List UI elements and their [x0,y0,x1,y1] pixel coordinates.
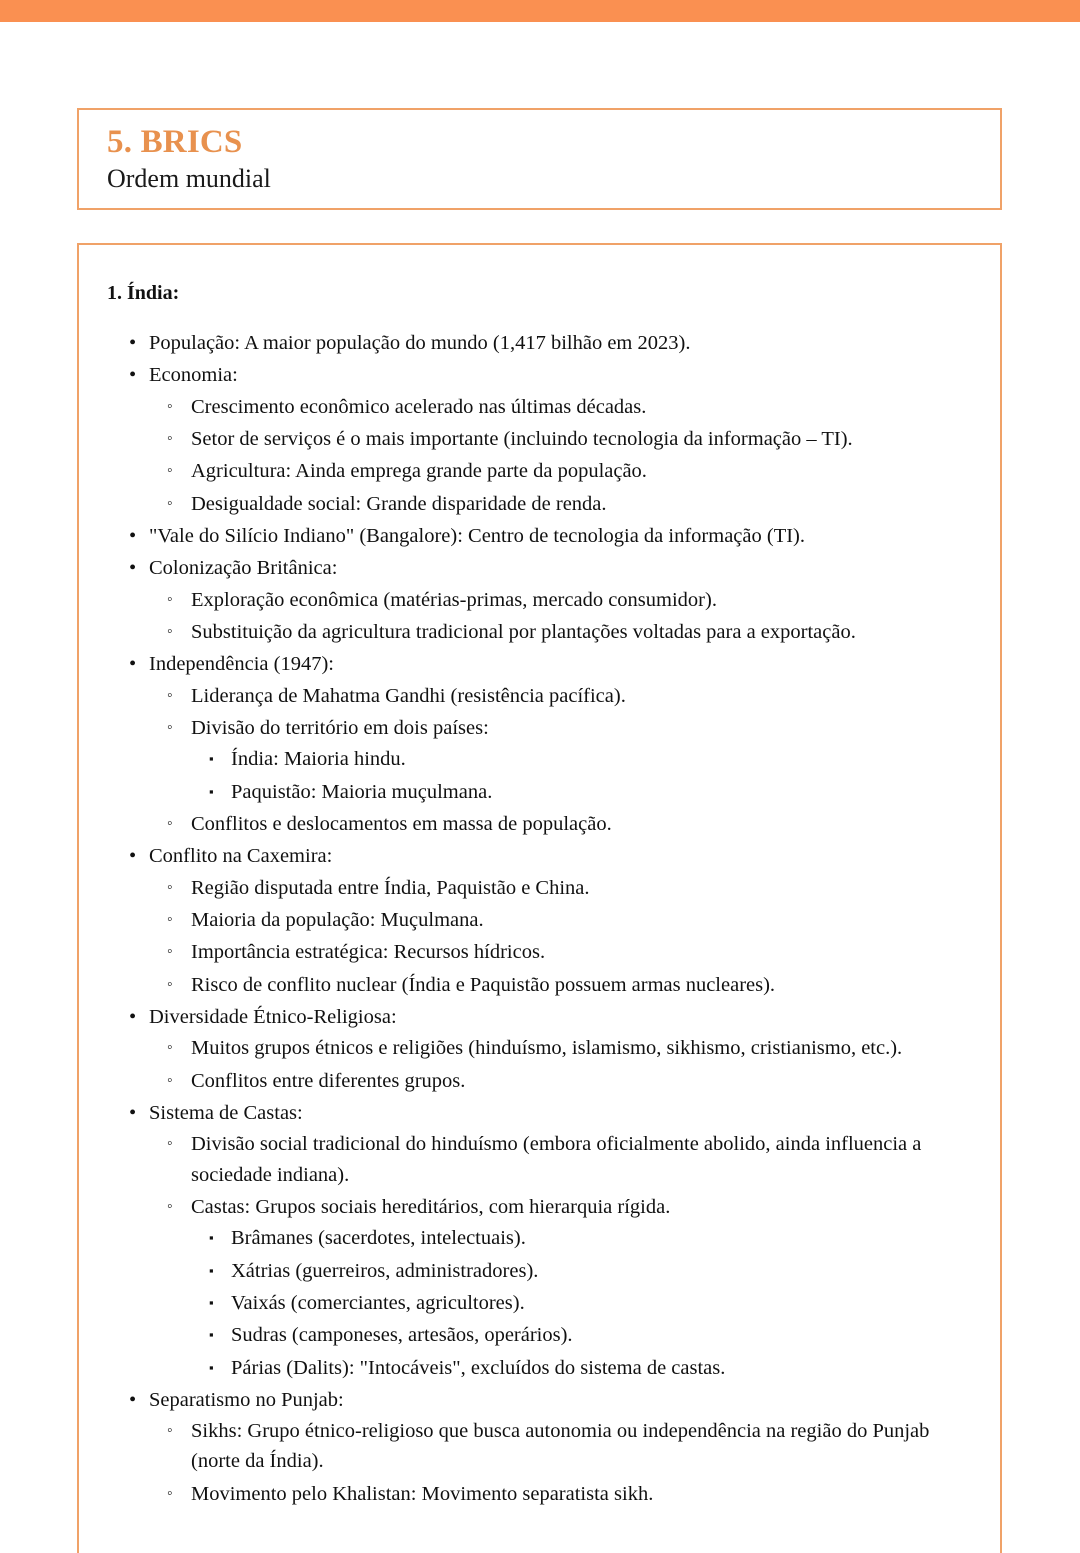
bullet-marker-level-2-icon: ◦ [167,975,173,993]
bullet-marker-level-3-icon: ▪ [209,1327,214,1343]
bullet-marker-level-1-icon: • [129,845,137,868]
outline-item [149,970,976,1000]
outline-item-text: Risco de conflito nuclear (Índia e Paquistão possuem armas nucleares). [191,973,776,996]
outline-item-text: Diversidade Étnico-Religiosa: [149,1005,397,1028]
outline-item-text: Substituição da agricultura tradicional por plantações voltadas para a exportação. [191,620,856,643]
outline-sublist-level-2 [149,1129,976,1383]
outline-item [149,489,976,519]
outline-item [149,1066,976,1096]
outline-item [191,777,976,807]
outline-item-text: Brâmanes (sacerdotes, intelectuais). [231,1227,526,1250]
bullet-marker-level-1-icon: • [129,653,137,676]
outline-item-text: Conflitos e deslocamentos em massa de população. [191,812,612,835]
outline-item [191,1320,976,1350]
outline-item-text: Colonização Britânica: [149,557,338,580]
outline-item [107,553,976,647]
outline-item-text: Muitos grupos étnicos e religiões (hinduísmo, islamismo, sikhismo, cristianismo, etc.). [191,1037,903,1060]
outline-item-text: Maioria da população: Muçulmana. [191,908,484,931]
bullet-marker-level-2-icon: ◦ [167,943,173,961]
outline-item [149,617,976,647]
outline-item [149,424,976,454]
outline-item-text: Região disputada entre Índia, Paquistão e China. [191,876,590,899]
outline-item-text: Crescimento econômico acelerado nas últimas décadas. [191,395,647,418]
outline-list [107,328,976,1509]
outline-item-text: Índia: Maioria hindu. [231,748,406,771]
bullet-marker-level-2-icon: ◦ [167,814,173,832]
outline-item-text: "Vale do Silício Indiano" (Bangalore): Centro de tecnologia da informação (TI). [149,524,805,547]
outline-item-text: Economia: [149,364,238,387]
bullet-marker-level-2-icon: ◦ [167,718,173,736]
outline-item [107,841,976,1000]
document-header-box [77,108,1002,210]
outline-item [149,1416,976,1477]
outline-item-text: Exploração econômica (matérias-primas, mercado consumidor). [191,588,717,611]
outline-item [149,905,976,935]
outline-item [191,1288,976,1318]
outline-item-text: Conflito na Caxemira: [149,845,333,868]
outline-item [149,873,976,903]
page-title: 5. BRICS [107,124,243,160]
outline-item [191,1223,976,1253]
outline-sublist-level-2 [149,392,976,519]
outline-item [107,360,976,519]
outline-item [149,1479,976,1509]
outline-item-text: Sikhs: Grupo étnico-religioso que busca autonomia ou independência na região do Punjab (norte da Índia). [191,1420,930,1473]
bullet-marker-level-3-icon: ▪ [209,1359,214,1375]
outline-item [149,937,976,967]
bullet-marker-level-1-icon: • [129,524,137,547]
bullet-marker-level-1-icon: • [129,1101,137,1124]
bullet-marker-level-3-icon: ▪ [209,1294,214,1310]
outline-item-text: Independência (1947): [149,653,334,676]
outline-sublist-level-2 [149,1033,976,1096]
outline-item [107,1002,976,1096]
outline-item [149,809,976,839]
bullet-marker-level-3-icon: ▪ [209,751,214,767]
outline-sublist-level-2 [149,585,976,648]
section-heading: 1. Índia: [107,282,180,304]
outline-item-text: Párias (Dalits): "Intocáveis", excluídos do sistema de castas. [231,1356,726,1379]
bullet-marker-level-3-icon: ▪ [209,783,214,799]
outline-item-text: Desigualdade social: Grande disparidade de renda. [191,492,607,515]
outline-item [107,521,976,551]
outline-item [107,328,976,358]
outline-item-text: Agricultura: Ainda emprega grande parte da população. [191,460,647,483]
bullet-marker-level-1-icon: • [129,557,137,580]
bullet-marker-level-2-icon: ◦ [167,590,173,608]
outline-item-text: Xátrias (guerreiros, administradores). [231,1259,539,1282]
outline-item-text: Divisão social tradicional do hinduísmo (embora oficialmente abolido, ainda influencia a sociedade indiana). [191,1133,922,1186]
outline-item-text: Liderança de Mahatma Gandhi (resistência pacífica). [191,684,626,707]
outline-item-text: Importância estratégica: Recursos hídricos. [191,941,546,964]
top-accent-bar [0,0,1080,22]
bullet-marker-level-2-icon: ◦ [167,1422,173,1440]
outline-item [149,456,976,486]
bullet-marker-level-2-icon: ◦ [167,622,173,640]
outline-item-text: Paquistão: Maioria muçulmana. [231,780,493,803]
outline-item-text: População: A maior população do mundo (1,417 bilhão em 2023). [149,332,691,354]
outline-item-text: Castas: Grupos sociais hereditários, com hierarquia rígida. [191,1195,671,1218]
bullet-marker-level-2-icon: ◦ [167,878,173,896]
document-page [0,22,1080,1528]
outline-item [191,1256,976,1286]
outline-item [107,1385,976,1509]
outline-item-text: Conflitos entre diferentes grupos. [191,1069,466,1092]
bullet-marker-level-2-icon: ◦ [167,1484,173,1502]
bullet-marker-level-3-icon: ▪ [209,1262,214,1278]
bullet-marker-level-1-icon: • [129,1388,137,1411]
bullet-marker-level-2-icon: ◦ [167,494,173,512]
outline-item-text: Vaixás (comerciantes, agricultores). [231,1291,525,1314]
outline-item-text: Sistema de Castas: [149,1101,303,1124]
outline-item [149,392,976,422]
bullet-marker-level-2-icon: ◦ [167,429,173,447]
page-subtitle: Ordem mundial [107,163,271,193]
outline-sublist-level-2 [149,681,976,840]
bullet-marker-level-2-icon: ◦ [167,397,173,415]
document-content-box [77,243,1002,1553]
outline-sublist-level-3 [191,744,976,807]
bullet-marker-level-3-icon: ▪ [209,1230,214,1246]
outline-item [191,744,976,774]
bullet-marker-level-1-icon: • [129,364,137,387]
bullet-marker-level-1-icon: • [129,332,137,354]
outline-sublist-level-2 [149,873,976,1000]
outline-item [107,1098,976,1383]
bullet-marker-level-2-icon: ◦ [167,686,173,704]
outline-item [107,649,976,839]
outline-item-text: Setor de serviços é o mais importante (incluindo tecnologia da informação – TI). [191,427,853,450]
outline-item [191,1353,976,1383]
outline-sublist-level-3 [191,1223,976,1383]
bullet-marker-level-2-icon: ◦ [167,1135,173,1153]
outline-item-text: Movimento pelo Khalistan: Movimento separatista sikh. [191,1482,654,1505]
bullet-marker-level-2-icon: ◦ [167,1039,173,1057]
outline-sublist-level-2 [149,1416,976,1509]
outline-item-text: Separatismo no Punjab: [149,1388,344,1411]
outline-item [149,1192,976,1383]
outline-item [149,713,976,807]
outline-item [149,585,976,615]
outline-item [149,1129,976,1190]
bullet-marker-level-1-icon: • [129,1005,137,1028]
outline-item [149,681,976,711]
bullet-marker-level-2-icon: ◦ [167,1071,173,1089]
outline-item [149,1033,976,1063]
bullet-marker-level-2-icon: ◦ [167,910,173,928]
outline-item-text: Divisão do território em dois países: [191,716,489,739]
bullet-marker-level-2-icon: ◦ [167,462,173,480]
outline-item-text: Sudras (camponeses, artesãos, operários). [231,1324,573,1347]
bullet-marker-level-2-icon: ◦ [167,1197,173,1215]
